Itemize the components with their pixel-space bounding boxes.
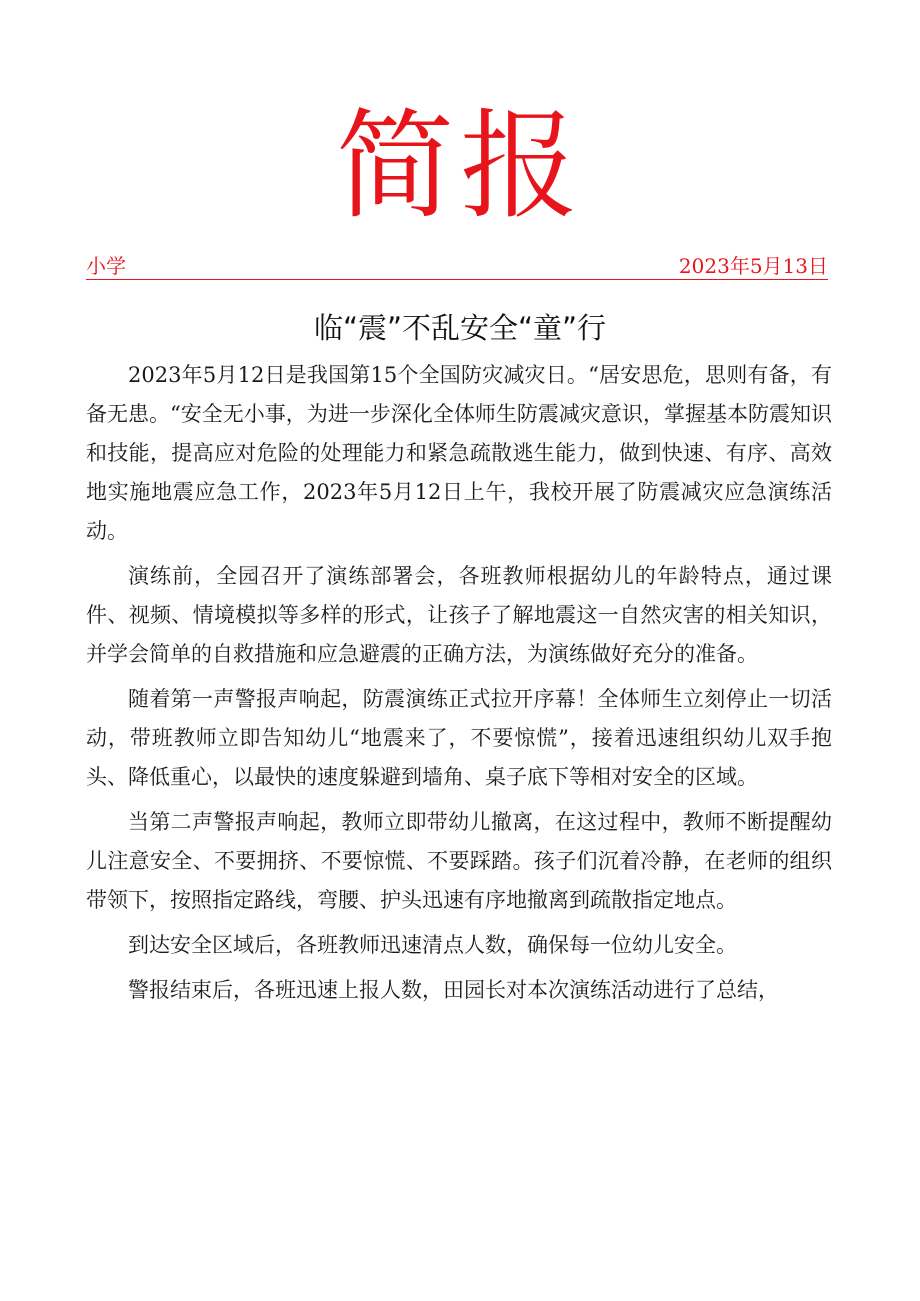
organization-label: 小学 — [86, 254, 126, 278]
paragraph-6: 警报结束后，各班迅速上报人数，田园长对本次演练活动进行了总结， — [128, 978, 779, 1002]
masthead-title: 简报 — [335, 97, 584, 235]
paragraph-1: 2023年5月12日是我国第15个全国防灾减灾日。“居安思危，思则有备，有备无患。“安全无小事，为进一步深化全体师生防震减灾意识，掌握基本防震知识和技能，提高应对危险的处理能力和紧急疏散逃生能力，做到快速、有序、高效地实施地震应急工作，2023年5月12日上午，我校开展了防震减灾应急演练活动。 — [86, 363, 832, 543]
paragraph-3: 随着第一声警报声响起，防震演练正式拉开序幕！全体师生立刻停止一切活动，带班教师立即告知幼儿“地震来了，不要惊慌”，接着迅速组织幼儿双手抱头、降低重心，以最快的速度躲避到墙角、桌子底下等相对安全的区域。 — [86, 687, 832, 789]
masthead-divider — [86, 279, 828, 280]
paragraph-5: 到达安全区域后，各班教师迅速清点人数，确保每一位幼儿安全。 — [128, 933, 737, 957]
paragraph-2: 演练前，全园召开了演练部署会，各班教师根据幼儿的年龄特点，通过课件、视频、情境模拟等多样的形式，让孩子了解地震这一自然灾害的相关知识，并学会简单的自救措施和应急避震的正确方法，为演练做好充分的准备。 — [86, 564, 832, 666]
masthead-meta-row — [86, 254, 828, 280]
article-headline: 临“震”不乱安全“童”行 — [313, 311, 607, 345]
paragraph-4: 当第二声警报声响起，教师立即带幼儿撤离，在这过程中，教师不断提醒幼儿注意安全、不要拥挤、不要惊慌、不要踩踏。孩子们沉着冷静，在老师的组织带领下，按照指定路线，弯腰、护头迅速有序地撤离到疏散指定地点。 — [86, 810, 832, 912]
issue-date: 2023年5月13日 — [678, 254, 828, 278]
article-body — [86, 356, 832, 1016]
